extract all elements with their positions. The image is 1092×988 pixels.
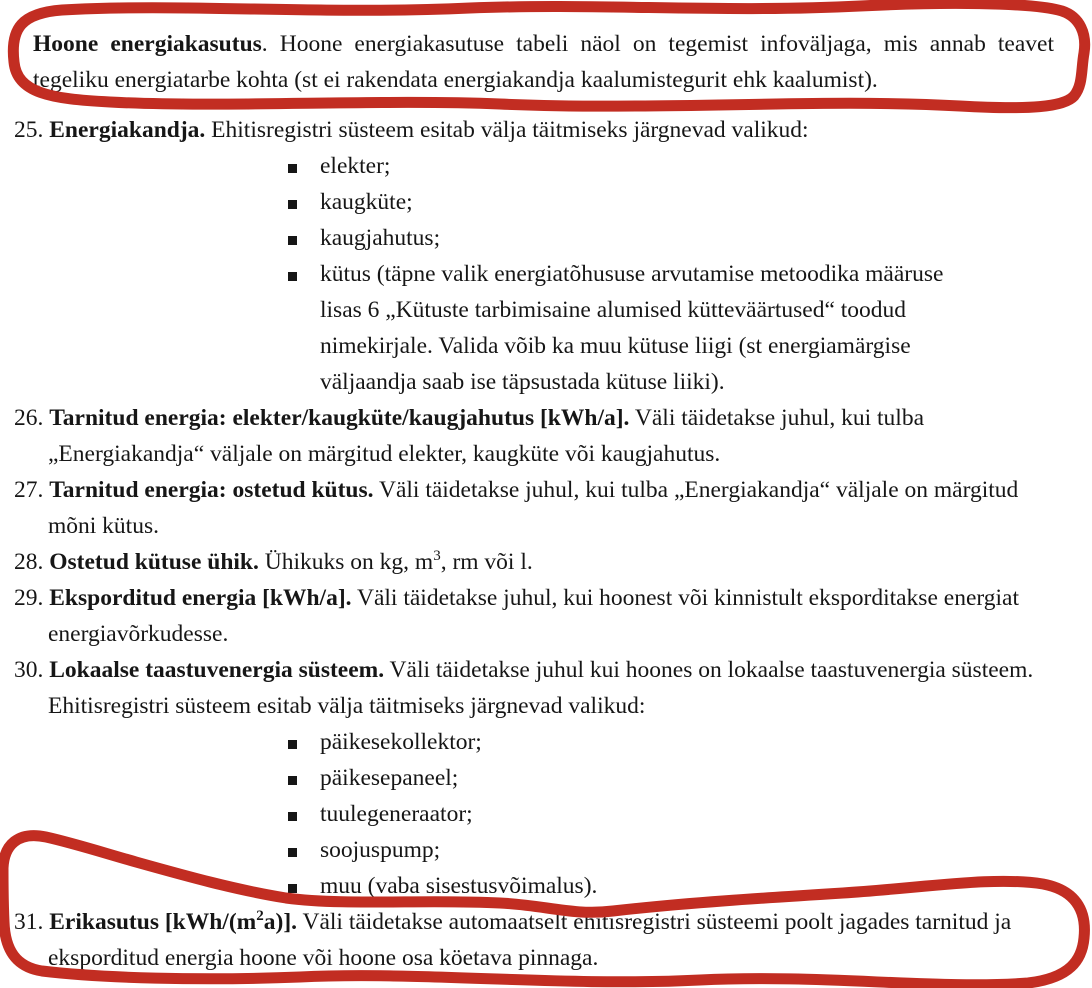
item-term: Erikasutus $[kWh/(m^2a)]$. bbox=[49, 908, 298, 935]
item-term: Tarnitud energia: ostetud kütus. bbox=[49, 477, 374, 503]
item-term: Tarnitud energia: elekter/kaugküte/kaugjahutus [kWh/a]. bbox=[49, 405, 630, 431]
item-number: 28. bbox=[14, 549, 44, 575]
intro-text: . Hoone energiakasutuse tabeli näol on tegemist infoväljaga, mis annab teavet tegeliku energiatarbe kohta (st ei rakendata energiakandja kaalumistegurit ehk kaalumist). bbox=[33, 31, 1054, 93]
bullet-text: päikesepaneel; bbox=[320, 765, 459, 791]
square-bullet-icon bbox=[288, 184, 320, 220]
intro-term: Hoone energiakasutus bbox=[33, 31, 262, 57]
superscript: 2 bbox=[256, 908, 264, 925]
bullet-list bbox=[0, 148, 1092, 400]
list-item-31 bbox=[0, 904, 1092, 976]
bullet-text: kütus (täpne valik energiatõhususe arvutamise metoodika määruse lisas 6 „Kütuste tarbimisaine alumised kütteväärtused“ toodud nimekirjale. Valida võib ka muu kütuse liigi (st energiamärgise väljaandja saab ise täpsustada kütuse liiki). bbox=[320, 261, 944, 395]
bullet-item bbox=[0, 148, 965, 184]
item-text: Väli täidetakse automaatselt ehitisregistri süsteemi poolt jagades tarnitud ja eksporditud energia hoone või hoone osa köetava pinnaga. bbox=[48, 909, 1012, 971]
square-bullet-icon bbox=[288, 760, 320, 796]
bullet-text: päikesekollektor; bbox=[320, 729, 482, 755]
item-number: 25. bbox=[14, 117, 44, 143]
square-bullet-icon bbox=[288, 148, 320, 184]
item-text: , rm või l. bbox=[440, 549, 533, 575]
bullet-text: elekter; bbox=[320, 153, 391, 179]
list-item-25 bbox=[0, 112, 1092, 148]
square-bullet-icon bbox=[288, 220, 320, 256]
list-item-29 bbox=[0, 580, 1092, 652]
bullet-item bbox=[0, 220, 965, 256]
item-number: 30. bbox=[14, 657, 44, 683]
bullet-text: kaugjahutus; bbox=[320, 225, 441, 251]
intro-paragraph bbox=[33, 26, 1054, 98]
bullet-item bbox=[0, 796, 965, 832]
item-term: Ostetud kütuse ühik. bbox=[49, 549, 259, 575]
item-term: Energiakandja. bbox=[49, 117, 206, 143]
bullet-text: soojuspump; bbox=[320, 837, 441, 863]
item-text: Väli täidetakse juhul, kui tulba „Energiakandja“ väljale on märgitud elekter, kaugküte või kaugjahutus. bbox=[48, 405, 925, 467]
bullet-item bbox=[0, 868, 965, 904]
item-number: 31. bbox=[14, 909, 44, 935]
list-item-30 bbox=[0, 652, 1092, 724]
square-bullet-icon bbox=[288, 796, 320, 832]
item-number: 26. bbox=[14, 405, 44, 431]
square-bullet-icon bbox=[288, 724, 320, 760]
square-bullet-icon bbox=[288, 832, 320, 868]
item-term: Eksporditud energia [kWh/a]. bbox=[49, 585, 352, 611]
bullet-text: tuulegeneraator; bbox=[320, 801, 473, 827]
item-term: Lokaalse taastuvenergia süsteem. bbox=[49, 657, 385, 683]
bullet-text: muu (vaba sisestusvõimalus). bbox=[320, 873, 598, 899]
item-text: Väli täidetakse juhul, kui tulba „Energiakandja“ väljale on märgitud mõni kütus. bbox=[48, 477, 1019, 539]
bullet-text: kaugküte; bbox=[320, 189, 413, 215]
bullet-list bbox=[0, 724, 1092, 904]
list-item-27 bbox=[0, 472, 1092, 544]
bullet-item bbox=[0, 832, 965, 868]
superscript: 3 bbox=[433, 548, 441, 565]
square-bullet-icon bbox=[288, 256, 320, 292]
item-number: 29. bbox=[14, 585, 44, 611]
bullet-item bbox=[0, 184, 965, 220]
item-text: Ehitisregistri süsteem esitab välja täitmiseks järgnevad valikud: bbox=[205, 117, 809, 143]
item-text: Ühikuks on kg, m bbox=[258, 549, 434, 575]
bullet-item bbox=[0, 724, 965, 760]
list-item-28 bbox=[0, 544, 1092, 580]
document-content bbox=[0, 26, 1092, 976]
item-text: Väli täidetakse juhul kui hoones on lokaalse taastuvenergia süsteem. Ehitisregistri süsteem esitab välja täitmiseks järgnevad valikud: bbox=[48, 657, 1034, 719]
numbered-list bbox=[0, 112, 1092, 976]
square-bullet-icon bbox=[288, 868, 320, 904]
item-text: Väli täidetakse juhul, kui hoonest või kinnistult eksporditakse energiat energiavõrkudesse. bbox=[48, 585, 1020, 647]
item-number: 27. bbox=[14, 477, 44, 503]
bullet-item bbox=[0, 256, 965, 400]
bullet-item bbox=[0, 760, 965, 796]
list-item-26 bbox=[0, 400, 1092, 472]
